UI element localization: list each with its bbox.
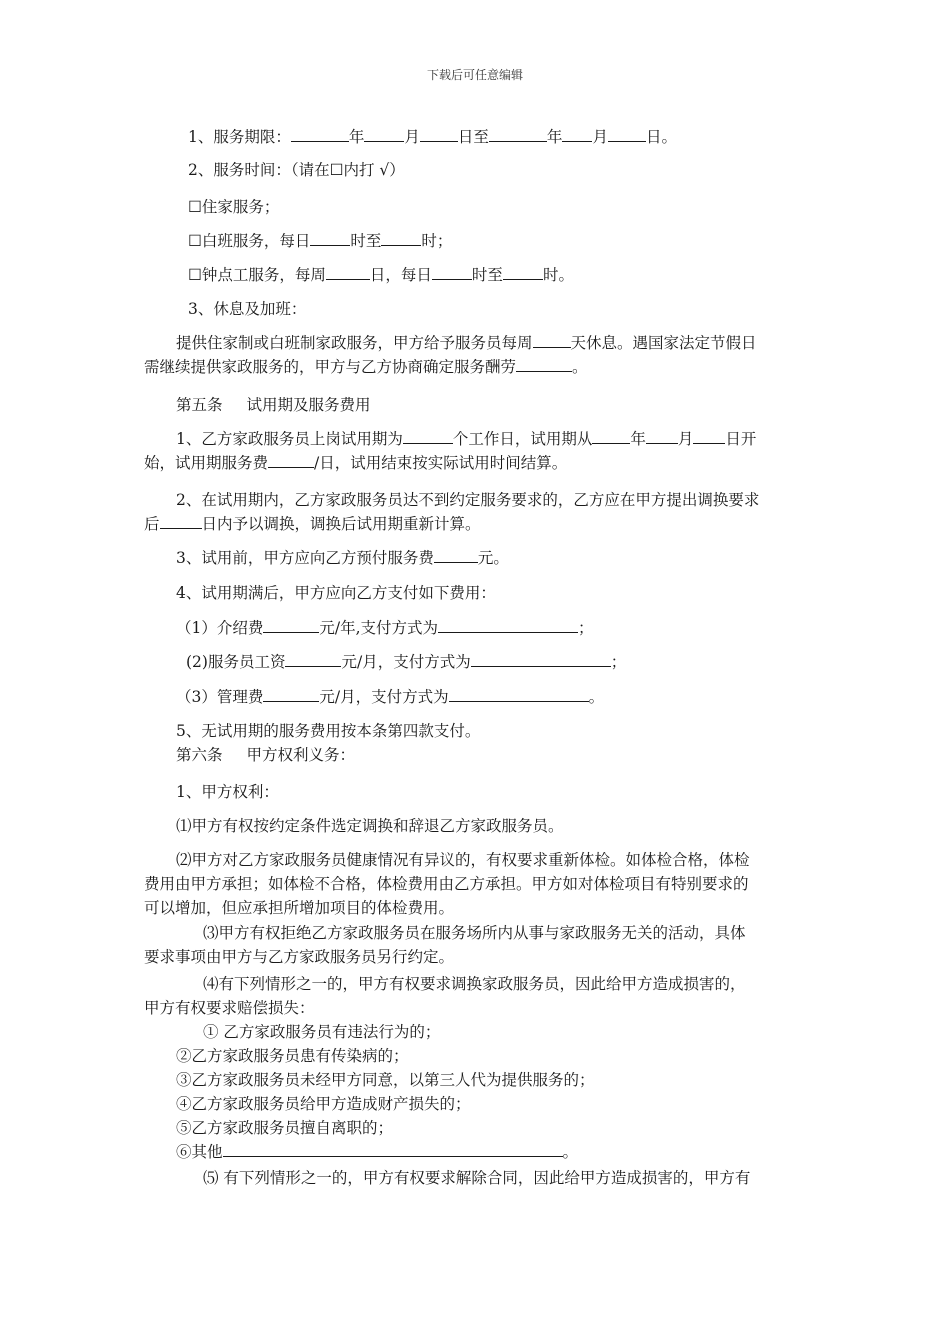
page-header: 下载后可任意编辑 xyxy=(426,68,523,82)
option-day-shift xyxy=(188,230,452,252)
hour-label: 时。 xyxy=(542,266,574,284)
article-5-heading xyxy=(176,394,371,416)
blank xyxy=(608,127,646,142)
text: 。 xyxy=(588,688,605,706)
blank xyxy=(403,429,453,444)
service-time-line: 2、服务时间：（请在☐内打 √） xyxy=(188,161,405,179)
article-title: 甲方权利义务： xyxy=(246,746,356,764)
text: 1、乙方家政服务员上岗试用期为 xyxy=(176,430,403,448)
blank xyxy=(432,265,472,280)
text: 元/月，支付方式为 xyxy=(341,653,471,671)
blank xyxy=(326,265,370,280)
option-hourly xyxy=(188,264,574,286)
blank xyxy=(503,265,543,280)
text: 日开 xyxy=(725,430,757,448)
right-2-line2: 费用由甲方承担；如体检不合格，体检费用由乙方承担。甲方如对体检项目有特别要求的 xyxy=(144,875,749,893)
day-to-label: 日至 xyxy=(457,128,489,146)
condition-2: ②乙方家政服务员患有传染病的； xyxy=(176,1047,409,1065)
condition-4: ④乙方家政服务员给甲方造成财产损失的； xyxy=(176,1095,471,1113)
right-1: ⑴甲方有权按约定条件选定调换和辞退乙方家政服务员。 xyxy=(176,817,564,835)
blank xyxy=(449,687,589,702)
fee-intro xyxy=(176,617,594,639)
blank xyxy=(364,127,404,142)
party-a-rights-heading: 1、甲方权利： xyxy=(176,783,279,801)
article-title: 试用期及服务费用 xyxy=(246,396,371,414)
text: (2)服务员工资 xyxy=(186,653,286,671)
no-trial-fee-line: 5、无试用期的服务费用按本条第四款支付。 xyxy=(176,722,481,740)
blank xyxy=(533,333,571,348)
blank xyxy=(263,687,319,702)
text: 提供住家制或白班制家政服务，甲方给予服务员每周 xyxy=(176,334,533,352)
option-live-in: ☐住家服务； xyxy=(188,198,280,216)
text: （1）介绍费 xyxy=(176,619,264,637)
rest-paragraph-line1 xyxy=(176,332,757,354)
text: 天休息。遇国家法定节假日 xyxy=(570,334,757,352)
blank xyxy=(160,514,202,529)
text: 3、试用前，甲方应向乙方预付服务费 xyxy=(176,549,434,567)
blank xyxy=(285,652,341,667)
text: 个工作日，试用期从 xyxy=(452,430,593,448)
condition-1: ① 乙方家政服务员有违法行为的； xyxy=(203,1023,441,1041)
blank xyxy=(471,652,611,667)
text: 元/年,支付方式为 xyxy=(319,619,439,637)
hour-to-label: 时至 xyxy=(471,266,503,284)
text: 日内予以调换，调换后试用期重新计算。 xyxy=(201,515,481,533)
fee-wage xyxy=(186,651,626,673)
blank xyxy=(646,429,678,444)
month-label: 月 xyxy=(404,128,420,146)
blank xyxy=(693,429,725,444)
blank xyxy=(562,127,592,142)
blank xyxy=(420,127,458,142)
trial-replace-line1: 2、在试用期内，乙方家政服务员达不到约定服务要求的，乙方应在甲方提出调换要求 xyxy=(176,491,760,509)
trial-period-line2 xyxy=(144,452,567,474)
text: 需继续提供家政服务的，甲方与乙方协商确定服务酬劳 xyxy=(144,358,517,376)
blank xyxy=(381,231,421,246)
right-4-line2: 甲方有权要求赔偿损失： xyxy=(144,999,315,1017)
hour-label: 时； xyxy=(421,232,453,250)
service-period-label: 1、服务期限： xyxy=(188,128,291,146)
month-label: 月 xyxy=(592,128,608,146)
right-5-line1: ⑸ 有下列情形之一的，甲方有权要求解除合同，因此给甲方造成损害的，甲方有 xyxy=(203,1169,751,1187)
text: /日，试用结束按实际试用时间结算。 xyxy=(314,454,568,472)
right-3-line1: ⑶甲方有权拒绝乙方家政服务员在服务场所内从事与家政服务无关的活动，具体 xyxy=(203,924,746,942)
article-number: 第六条 xyxy=(176,746,223,764)
right-2-line3: 可以增加，但应承担所增加项目的体检费用。 xyxy=(144,899,455,917)
blank xyxy=(268,453,314,468)
text: （3）管理费 xyxy=(176,688,264,706)
day-label: 日。 xyxy=(645,128,677,146)
hourly-label: ☐钟点工服务，每周 xyxy=(188,266,326,284)
text: 。 xyxy=(572,358,588,376)
year-label: 年 xyxy=(348,128,365,146)
text: ⑥其他 xyxy=(176,1143,223,1161)
hour-to-label: 时至 xyxy=(350,232,382,250)
day-each-label: 日，每日 xyxy=(369,266,432,284)
trial-replace-line2 xyxy=(144,513,481,535)
text: 后 xyxy=(144,515,160,533)
blank xyxy=(489,127,547,142)
trial-period-line1 xyxy=(176,428,756,450)
right-3-line2: 要求事项由甲方与乙方家政服务员另行约定。 xyxy=(144,948,455,966)
post-trial-fees-heading: 4、试用期满后，甲方应向乙方支付如下费用： xyxy=(176,584,496,602)
text: 始，试用期服务费 xyxy=(144,454,269,472)
year-label: 年 xyxy=(546,128,563,146)
year-label: 年 xyxy=(630,430,646,448)
blank xyxy=(291,127,349,142)
text: ； xyxy=(578,619,594,637)
condition-5: ⑤乙方家政服务员擅自离职的； xyxy=(176,1119,394,1137)
right-2-line1: ⑵甲方对乙方家政服务员健康情况有异议的，有权要求重新体检。如体检合格，体检 xyxy=(176,851,750,869)
blank xyxy=(223,1142,563,1157)
right-4-line1: ⑷有下列情形之一的，甲方有权要求调换家政服务员，因此给甲方造成损害的， xyxy=(203,975,746,993)
condition-3: ③乙方家政服务员未经甲方同意，以第三人代为提供服务的； xyxy=(176,1071,595,1089)
blank xyxy=(438,618,578,633)
service-period-line xyxy=(188,126,677,148)
rest-overtime-heading: 3、休息及加班： xyxy=(188,300,307,318)
blank xyxy=(434,548,478,563)
prepay-line xyxy=(176,547,509,569)
condition-6 xyxy=(176,1141,578,1163)
fee-management xyxy=(176,686,604,708)
text: 元/月，支付方式为 xyxy=(319,688,449,706)
blank xyxy=(263,618,319,633)
article-6-heading xyxy=(176,744,355,766)
rest-paragraph-line2 xyxy=(144,356,588,378)
blank xyxy=(516,357,572,372)
text: 。 xyxy=(562,1143,579,1161)
article-number: 第五条 xyxy=(176,396,223,414)
blank xyxy=(310,231,350,246)
blank xyxy=(592,429,630,444)
month-label: 月 xyxy=(677,430,694,448)
day-shift-label: ☐白班服务，每日 xyxy=(188,232,311,250)
text: ； xyxy=(610,653,627,671)
text: 元。 xyxy=(477,549,509,567)
